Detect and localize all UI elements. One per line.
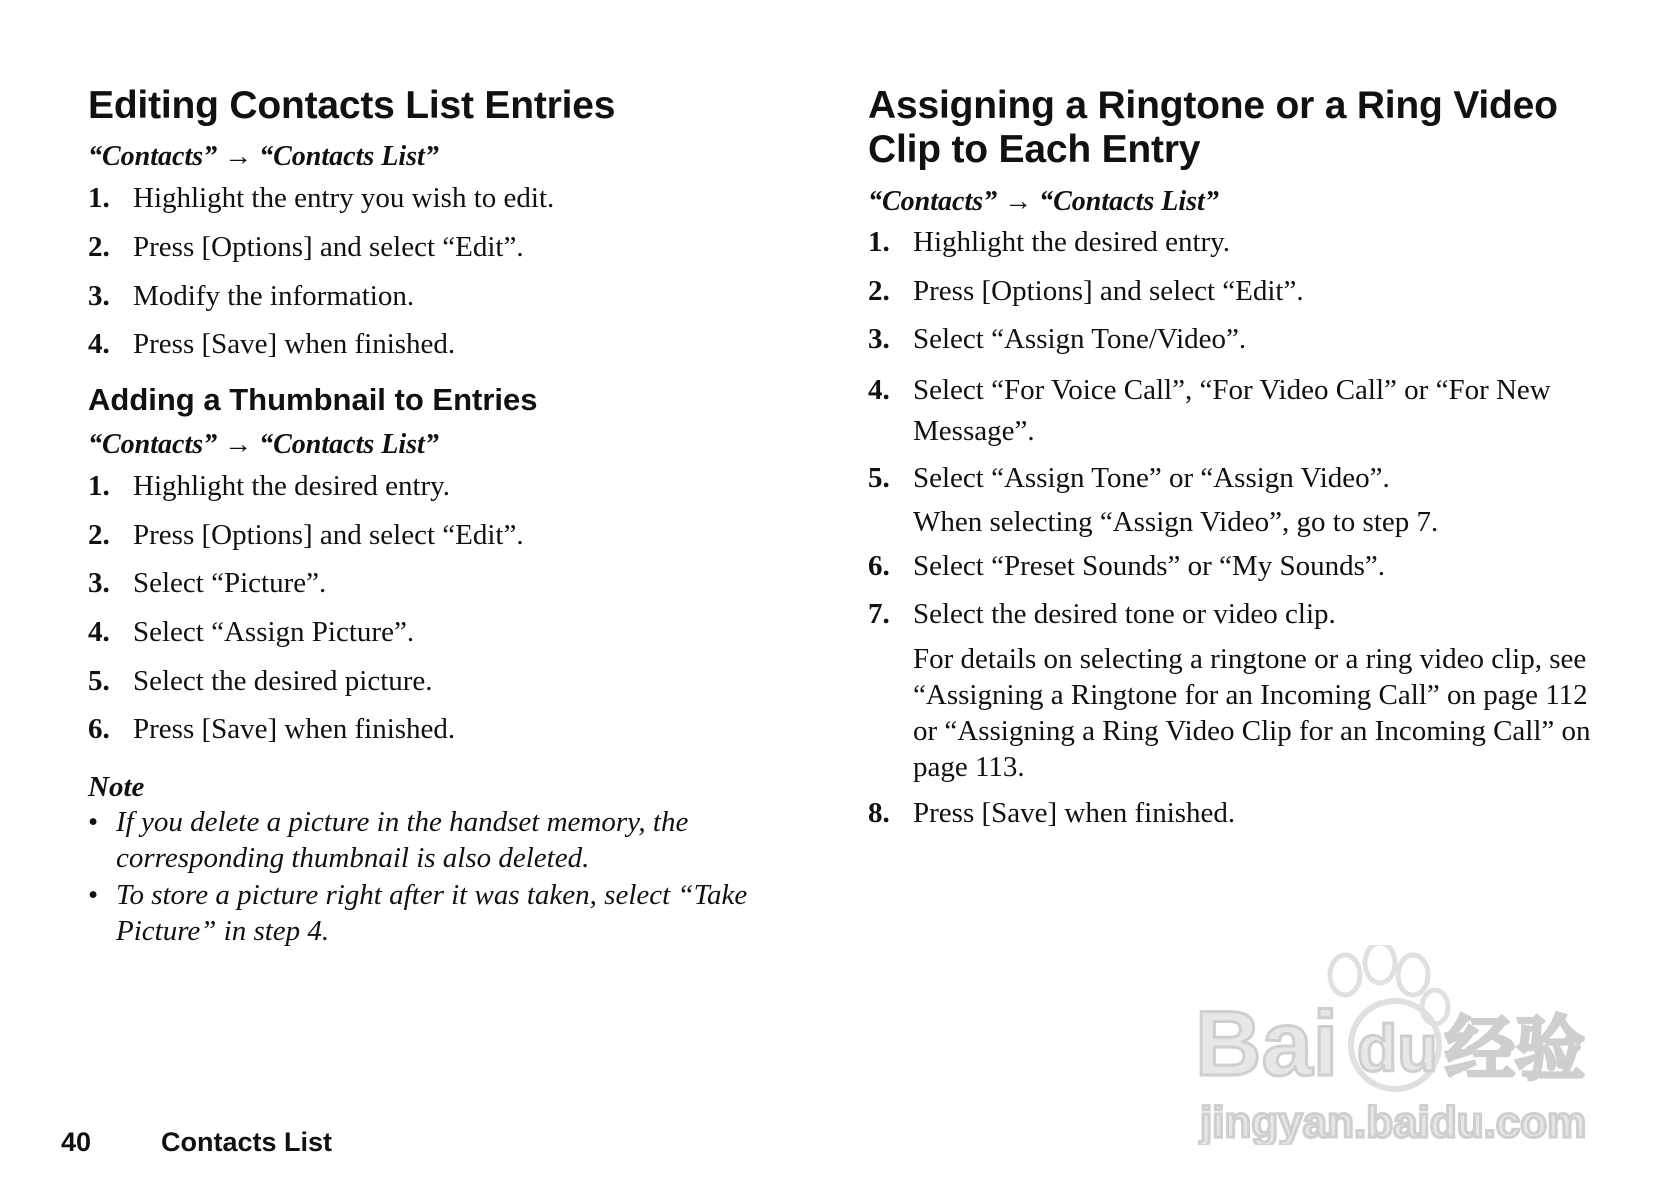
step-number: 6. [88, 713, 110, 745]
step-item [868, 548, 1588, 584]
step-item [88, 517, 524, 553]
step-item [868, 460, 1588, 496]
step-number: 4. [88, 328, 110, 360]
step-item [868, 321, 1588, 357]
section-title: Assigning a Ringtone or a Ring Video [868, 84, 1558, 127]
svg-text:du: du [1357, 1011, 1438, 1085]
step-number: 5. [868, 462, 890, 494]
step-text: Select the desired picture. [133, 665, 433, 697]
menu-path: “Contacts” → “Contacts List” [88, 141, 439, 172]
step-text: Select “Assign Picture”. [133, 616, 415, 648]
step-item [868, 370, 1568, 452]
step-number: 5. [88, 665, 110, 697]
section-title: Editing Contacts List Entries [88, 84, 616, 127]
step-item [88, 468, 450, 504]
step-text: Press [Options] and select “Edit”. [913, 275, 1304, 307]
step-text: Select “Preset Sounds” or “My Sounds”. [913, 550, 1385, 582]
step-number: 1. [88, 470, 110, 502]
bullet-icon: • [88, 879, 99, 911]
step-item [868, 596, 1588, 632]
step-text: Select “Assign Tone” or “Assign Video”. [913, 462, 1390, 494]
step-text: Modify the information. [133, 280, 415, 312]
step-item [88, 663, 433, 699]
step-text: Select “For Voice Call”, “For Video Call” or “For New Message”. [913, 374, 1551, 447]
step-text: Select the desired tone or video clip. [913, 598, 1336, 630]
note-title: Note [88, 771, 145, 803]
bullet-icon: • [88, 806, 99, 838]
step-item [88, 565, 326, 601]
step-text: Press [Save] when finished. [913, 797, 1236, 829]
menu-path: “Contacts” → “Contacts List” [868, 186, 1219, 217]
step-text: Highlight the entry you wish to edit. [133, 182, 555, 214]
section-title-continued: Clip to Each Entry [868, 128, 1201, 171]
step-number: 8. [868, 797, 890, 829]
step-item [868, 273, 1588, 309]
note-text: To store a picture right after it was taken, select “Take Picture” in step 4. [116, 879, 748, 947]
svg-text:jingyan.baidu.com: jingyan.baidu.com [1200, 1098, 1587, 1145]
subsection-title: Adding a Thumbnail to Entries [88, 382, 538, 417]
step-text: Highlight the desired entry. [133, 470, 451, 502]
step-number: 4. [868, 374, 890, 406]
step-text: Press [Options] and select “Edit”. [133, 231, 524, 263]
step-number: 7. [868, 598, 890, 630]
step-text: Press [Save] when finished. [133, 328, 456, 360]
step-number: 2. [88, 519, 110, 551]
step-number: 3. [868, 323, 890, 355]
page-footer [61, 1126, 332, 1158]
step-item [868, 224, 1588, 260]
step-item [88, 180, 554, 216]
step-item [88, 711, 455, 747]
step-item [88, 614, 414, 650]
note-item [88, 804, 788, 876]
step-text: Select “Assign Tone/Video”. [913, 323, 1247, 355]
step-item [88, 278, 414, 314]
step-number: 2. [88, 231, 110, 263]
step-detail: When selecting “Assign Video”, go to step 7. [913, 506, 1439, 538]
menu-path: “Contacts” → “Contacts List” [88, 429, 439, 460]
baidu-jingyan-watermark [1195, 945, 1605, 1145]
step-number: 3. [88, 280, 110, 312]
step-number: 4. [88, 616, 110, 648]
note-item [88, 877, 788, 949]
step-item [88, 229, 524, 265]
step-number: 1. [868, 226, 890, 258]
step-item [88, 326, 455, 362]
step-detail: For details on selecting a ringtone or a ring video clip, see “Assigning a Ringtone for an Incoming Call” on page 112 or “Assigning a Ring Video Clip for an Incoming Call” on page 113. [913, 643, 1591, 783]
page-number: 40 [61, 1127, 92, 1157]
step-number: 1. [88, 182, 110, 214]
step-number: 6. [868, 550, 890, 582]
step-item [868, 795, 1588, 831]
step-number: 3. [88, 567, 110, 599]
svg-text:Bai: Bai [1195, 993, 1339, 1095]
chapter-title: Contacts List [161, 1127, 333, 1157]
step-text: Press [Options] and select “Edit”. [133, 519, 524, 551]
step-number: 2. [868, 275, 890, 307]
step-text: Press [Save] when finished. [133, 713, 456, 745]
note-text: If you delete a picture in the handset memory, the corresponding thumbnail is also deleted. [116, 806, 689, 874]
step-text: Select “Picture”. [133, 567, 327, 599]
step-text: Highlight the desired entry. [913, 226, 1231, 258]
svg-text:经验: 经验 [1445, 1008, 1585, 1090]
